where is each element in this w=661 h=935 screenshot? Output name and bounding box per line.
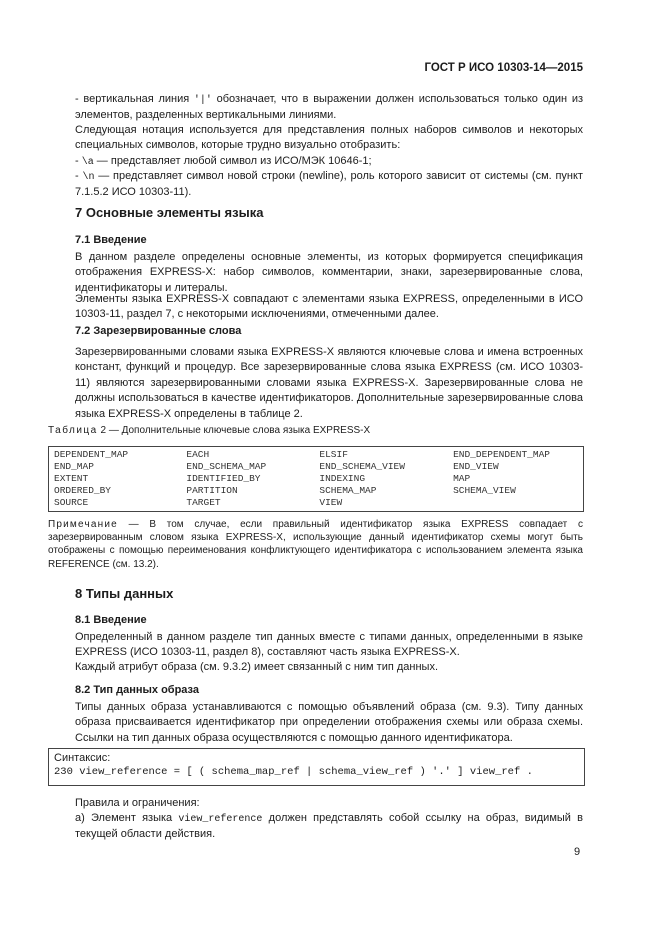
table-row bbox=[49, 497, 584, 512]
section-8-1-paragraph-1: Определенный в данном разделе тип данных вместе с типами данных, определенными в языке EXPRESS (ИСО 10303-11, раздел 8), составляют часть языка EXPRESS-X. bbox=[75, 631, 583, 659]
table-row bbox=[49, 461, 584, 473]
section-7-1-paragraph-2: Элементы языка EXPRESS-X совпадают с элементами языка EXPRESS, определенными в ИСО 10303-11, раздел 7, с некоторыми исключениями, отмеченными далее. bbox=[75, 293, 583, 321]
document-header: ГОСТ Р ИСО 10303-14—2015 bbox=[424, 62, 583, 74]
keywords-table bbox=[48, 446, 584, 512]
table-cell: SCHEMA_MAP bbox=[319, 485, 377, 496]
table-cell: EACH bbox=[186, 449, 210, 460]
table-cell: VIEW bbox=[319, 497, 343, 508]
syntax-code: 230 view_reference = [ ( schema_map_ref | schema_view_ref ) '.' ] view_ref . bbox=[54, 766, 533, 778]
rules-title: Правила и ограничения: bbox=[75, 797, 200, 809]
section-7-1-paragraph-1: В данном разделе определены основные элементы, из которых формируется спецификация отображения EXPRESS-X: набор символов, комментарии, знаки, зарезервированные слова, идентификаторы и литералы. bbox=[75, 251, 583, 294]
table-cell bbox=[448, 497, 583, 512]
table-cell: EXTENT bbox=[54, 473, 89, 484]
section-7-1-heading: 7.1 Введение bbox=[75, 234, 147, 246]
syntax-box bbox=[48, 748, 585, 786]
table-cell: ORDERED_BY bbox=[54, 485, 112, 496]
table-cell: ELSIF bbox=[319, 449, 348, 460]
table-cell: END_VIEW bbox=[453, 461, 499, 472]
notation-n-paragraph: - \n — представляет символ новой строки (newline), роль которого зависит от системы (см. пункт 7.1.5.2 ИСО 10303-11). bbox=[75, 170, 583, 199]
notation-paragraph: Следующая нотация используется для представления полных наборов символов и некоторых специальных символов, которые трудно визуально отобразить: bbox=[75, 124, 583, 152]
table-cell: DEPENDENT_MAP bbox=[54, 449, 129, 460]
section-8-2-paragraph: Типы данных образа устанавливаются с помощью объявлений образа (см. 9.3). Типу данных образа присваивается идентификатор при определении отображения схемы или образа схемы. Ссылки на тип данных образа осуществляются с помощью данного идентификатора. bbox=[75, 701, 583, 744]
section-7-2-paragraph: Зарезервированными словами языка EXPRESS-X являются ключевые слова и имена встроенных констант, функций и процедур. Все зарезервированные слова языка EXPRESS (см. ИСО 10303-11) являются зарезервированными словами языка EXPRESS-X. Зарезервированные слова не должны использоваться в качестве идентификаторов. Дополнительные зарезервированные слова языка EXPRESS-X определены в таблице 2. bbox=[75, 346, 583, 420]
section-8-1-heading: 8.1 Введение bbox=[75, 614, 147, 626]
table-cell: INDEXING bbox=[319, 473, 366, 484]
table-cell: PARTITION bbox=[186, 485, 238, 496]
vbar-code: '|' bbox=[193, 95, 212, 106]
table-row bbox=[49, 473, 584, 485]
table-row bbox=[49, 447, 584, 462]
page-number: 9 bbox=[574, 846, 581, 858]
table-cell: MAP bbox=[453, 473, 471, 484]
table-cell: SCHEMA_VIEW bbox=[453, 485, 516, 496]
table-cell: TARGET bbox=[186, 497, 221, 508]
table-cell: SOURCE bbox=[54, 497, 89, 508]
rule-a-paragraph: а) Элемент языка view_reference должен представлять собой ссылку на образ, видимый в текущей области действия. bbox=[75, 812, 583, 841]
table-cell: END_SCHEMA_MAP bbox=[186, 461, 267, 472]
section-8-heading: 8 Типы данных bbox=[75, 586, 174, 601]
table-note: Примечание — В том случае, если правильный идентификатор языка EXPRESS совпадает с зарезервированным словом языка EXPRESS-X, использующие данный идентификатор схемы могут быть отображены с помощью переименования конфликтующего идентификатора с использованием элемента языка REFERENCE (см. 13.2). bbox=[48, 519, 583, 570]
section-7-2-heading: 7.2 Зарезервированные слова bbox=[75, 325, 242, 337]
section-8-2-heading: 8.2 Тип данных образа bbox=[75, 684, 199, 696]
table-cell: END_SCHEMA_VIEW bbox=[319, 461, 405, 472]
syntax-label: Синтаксис: bbox=[54, 752, 111, 764]
section-7-heading: 7 Основные элементы языка bbox=[75, 205, 264, 220]
table-row bbox=[49, 485, 584, 497]
table-cell: IDENTIFIED_BY bbox=[186, 473, 261, 484]
section-8-1-paragraph-2: Каждый атрибут образа (см. 9.3.2) имеет связанный с ним тип данных. bbox=[75, 661, 439, 673]
table-cell: END_MAP bbox=[54, 461, 94, 472]
table-2-caption: Таблица 2 — Дополнительные ключевые слова языка EXPRESS-X bbox=[48, 425, 371, 436]
table-cell: END_DEPENDENT_MAP bbox=[453, 449, 550, 460]
vbar-paragraph: - вертикальная линия '|' обозначает, что в выражении должен использоваться только один из элементов, разделенных вертикальными линиями. bbox=[75, 93, 584, 122]
notation-a-paragraph: - \a — представляет любой символ из ИСО/МЭК 10646-1; bbox=[75, 155, 372, 168]
